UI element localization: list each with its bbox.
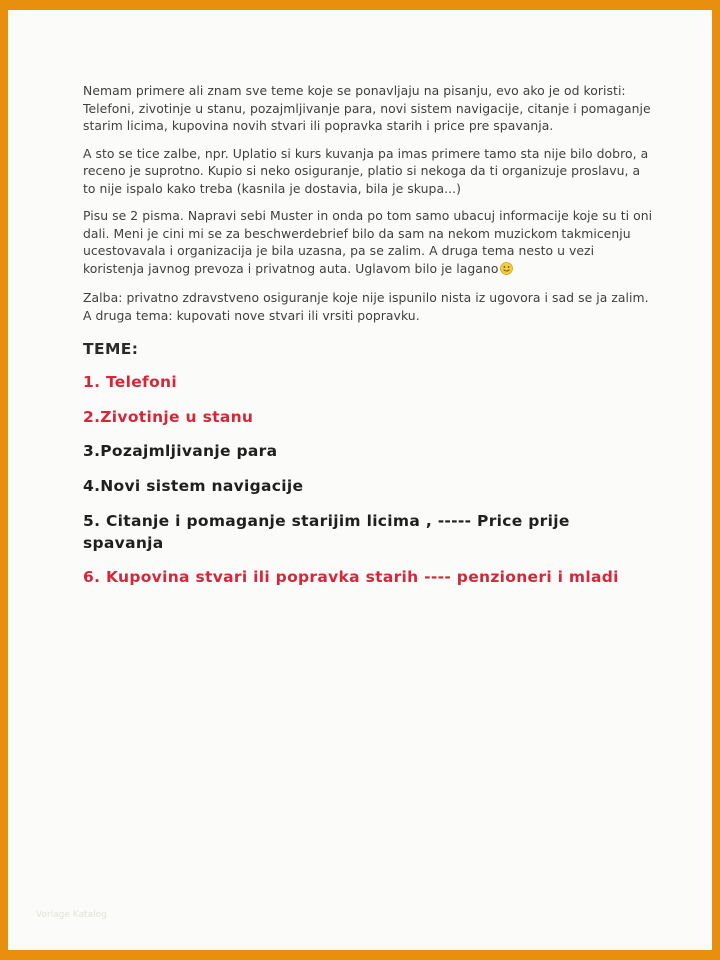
- topic-1: 1. Telefoni: [83, 373, 177, 391]
- paragraph-4: Zalba: privatno zdravstveno osiguranje koje nije ispunilo nista iz ugovora i sad se ja zalim. A druga tema: kupovati nove stvari ili vrsiti popravku.: [83, 290, 649, 323]
- topic-4: 4.Novi sistem navigacije: [83, 477, 304, 495]
- document-page: [8, 10, 712, 950]
- topics-heading: TEME:: [83, 340, 139, 358]
- paragraph-2: A sto se tice zalbe, npr. Uplatio si kurs kuvanja pa imas primere tamo sta nije bilo dobro, a receno je suprotno. Kupio si neko osiguranje, platio si nekoga da ti organizuje proslavu, a to nije ispalo kako treba (kasnila je dostavia, bila je skupa...): [83, 145, 649, 196]
- topic-2: 2.Zivotinje u stanu: [83, 408, 254, 426]
- paragraph-3-text: Pisu se 2 pisma. Napravi sebi Muster in onda po tom samo ubacuj informacije koje su ti oni dali. Meni je cini mi se za beschwerdebrief bilo da sam na nekom muzickom takmicenju ucestovavala i organizacija je bila uzasna, pa se zalim. A druga tema nesto u vezi koristenja javnog prevoza i privatnog auta. Uglavom bilo je lagano: [83, 208, 653, 276]
- document-content: [83, 82, 653, 588]
- topic-5: 5. Citanje i pomaganje starijim licima , ----- Price prije spavanja: [83, 512, 570, 552]
- watermark: Vorlage Katalog: [36, 910, 107, 920]
- paragraph-3: [83, 207, 653, 279]
- topic-6: 6. Kupovina stvari ili popravka starih ---- penzioneri i mladi: [83, 568, 619, 586]
- smiley-face-icon: [500, 262, 513, 280]
- topic-3: 3.Pozajmljivanje para: [83, 442, 278, 460]
- paragraph-1: Nemam primere ali znam sve teme koje se ponavljaju na pisanju, evo ako je od koristi: Telefoni, zivotinje u stanu, pozajmljivanje para, novi sistem navigacije, citanje i pomaganje starim licima, kupovina novih stvari ili popravka starih i price pre spavanja.: [83, 83, 651, 133]
